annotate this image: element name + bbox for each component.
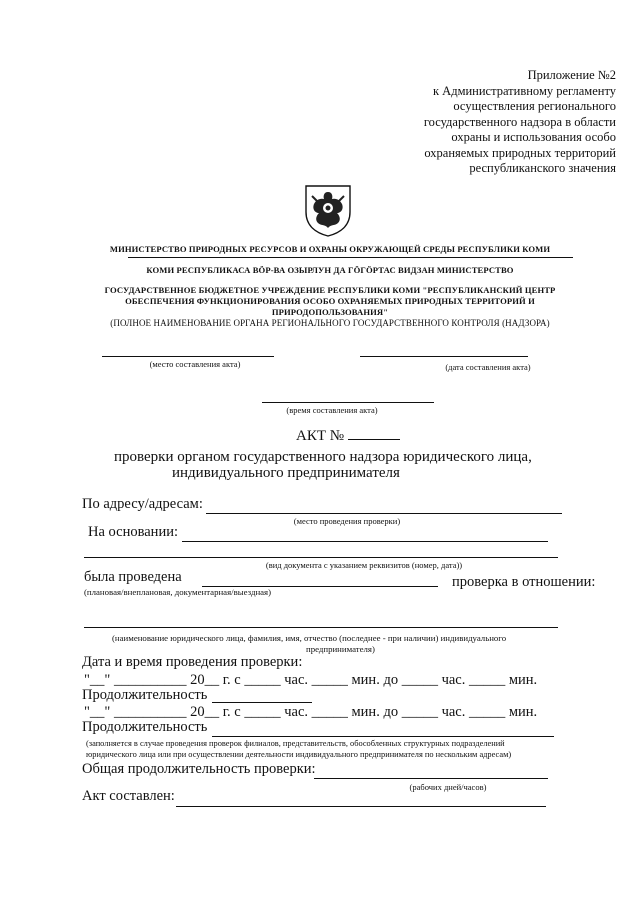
duration-label: Продолжительность <box>82 719 208 735</box>
place-caption: (место составления акта) <box>149 359 241 369</box>
appendix-line: Приложение №2 <box>527 68 616 82</box>
ministry-name-komi: КОМИ РЕСПУБЛИКАСА ВӦР-ВА ОЗЫРЛУН ДА ГӦГӦРТАС ВИДЗАН МИНИСТЕРСТВО <box>146 265 514 275</box>
act-title-text: АКТ № <box>296 428 345 444</box>
basis-field-line-2 <box>84 557 558 558</box>
appendix-line: республиканского значения <box>469 161 616 175</box>
institution-name-line: ОБЕСПЕЧЕНИЯ ФУНКЦИОНИРОВАНИЯ ОСОБО ОХРАНЯЕМЫХ ПРИРОДНЫХ ТЕРРИТОРИЙ И <box>125 296 535 306</box>
compiled-label: Акт составлен: <box>82 788 175 804</box>
basis-field-line <box>182 541 548 542</box>
datetime-label: Дата и время проведения проверки: <box>82 654 303 670</box>
branch-note: (заполняется в случае проведения проверок филиалов, представительств, обособленных структурных подразделений <box>86 739 505 748</box>
date-field-line <box>360 356 528 357</box>
entity-field-line <box>84 627 558 628</box>
place-field-line <box>102 356 274 357</box>
address-label: По адресу/адресам: <box>82 496 203 512</box>
appendix-line: охраны и использования особо <box>451 130 616 144</box>
act-number-line <box>348 438 400 440</box>
date-caption: (дата составления акта) <box>445 362 531 372</box>
header-divider <box>128 257 573 258</box>
inspection-label: проверка в отношении: <box>452 574 596 590</box>
period-row: "__" __________ 20__ г. с _____ час. _____ мин. до _____ час. _____ мин. <box>84 704 538 720</box>
act-subtitle-line: проверки органом государственного надзора юридического лица, <box>114 449 532 465</box>
basis-label: На основании: <box>88 524 178 540</box>
duration-field-line <box>212 702 312 703</box>
act-title <box>296 428 400 445</box>
total-duration-line <box>314 778 548 779</box>
address-field-line <box>206 513 562 514</box>
authority-caption: (ПОЛНОЕ НАИМЕНОВАНИЕ ОРГАНА РЕГИОНАЛЬНОГО ГОСУДАРСТВЕННОГО КОНТРОЛЯ (НАДЗОРА) <box>110 318 550 328</box>
total-duration-caption: (рабочих дней/часов) <box>409 782 487 792</box>
time-field-line <box>262 402 434 403</box>
entity-caption: (наименование юридического лица, фамилия, имя, отчество (последнее - при наличии) индивидуального <box>112 633 507 643</box>
appendix-line: охраняемых природных территорий <box>424 145 616 160</box>
institution-name-line: ПРИРОДОПОЛЬЗОВАНИЯ" <box>271 307 389 317</box>
institution-name-line: ГОСУДАРСТВЕННОЕ БЮДЖЕТНОЕ УЧРЕЖДЕНИЕ РЕСПУБЛИКИ КОМИ "РЕСПУБЛИКАНСКИЙ ЦЕНТР <box>104 285 556 295</box>
entity-caption: предпринимателя) <box>306 644 375 654</box>
appendix-line: государственного надзора в области <box>423 114 616 129</box>
duration-label: Продолжительность <box>82 687 208 703</box>
ministry-name-ru: МИНИСТЕРСТВО ПРИРОДНЫХ РЕСУРСОВ И ОХРАНЫ ОКРУЖАЮЩЕЙ СРЕДЫ РЕСПУБЛИКИ КОМИ <box>109 244 551 254</box>
total-duration-label: Общая продолжительность проверки: <box>82 761 316 777</box>
conducted-label: была проведена <box>84 569 182 585</box>
branch-note: юридического лица или при осуществлении деятельности индивидуального предпринимателя по нескольким адресам) <box>86 750 512 759</box>
time-caption: (время составления акта) <box>286 405 378 415</box>
duration-field-line <box>212 736 554 737</box>
coat-of-arms-emblem-icon <box>302 182 354 238</box>
appendix-line: к Административному регламенту <box>432 83 616 98</box>
appendix-note <box>356 68 616 177</box>
compiled-field-line <box>176 806 546 807</box>
basis-caption: (вид документа с указанием реквизитов (номер, дата)) <box>265 560 463 570</box>
act-subtitle-line: индивидуального предпринимателя <box>172 465 400 481</box>
inspection-type-caption: (плановая/внеплановая, документарная/выездная) <box>84 587 272 597</box>
address-caption: (место проведения проверки) <box>293 516 401 526</box>
appendix-line: осуществления регионального <box>453 99 616 113</box>
period-row: "__" __________ 20__ г. с _____ час. _____ мин. до _____ час. _____ мин. <box>84 672 538 688</box>
